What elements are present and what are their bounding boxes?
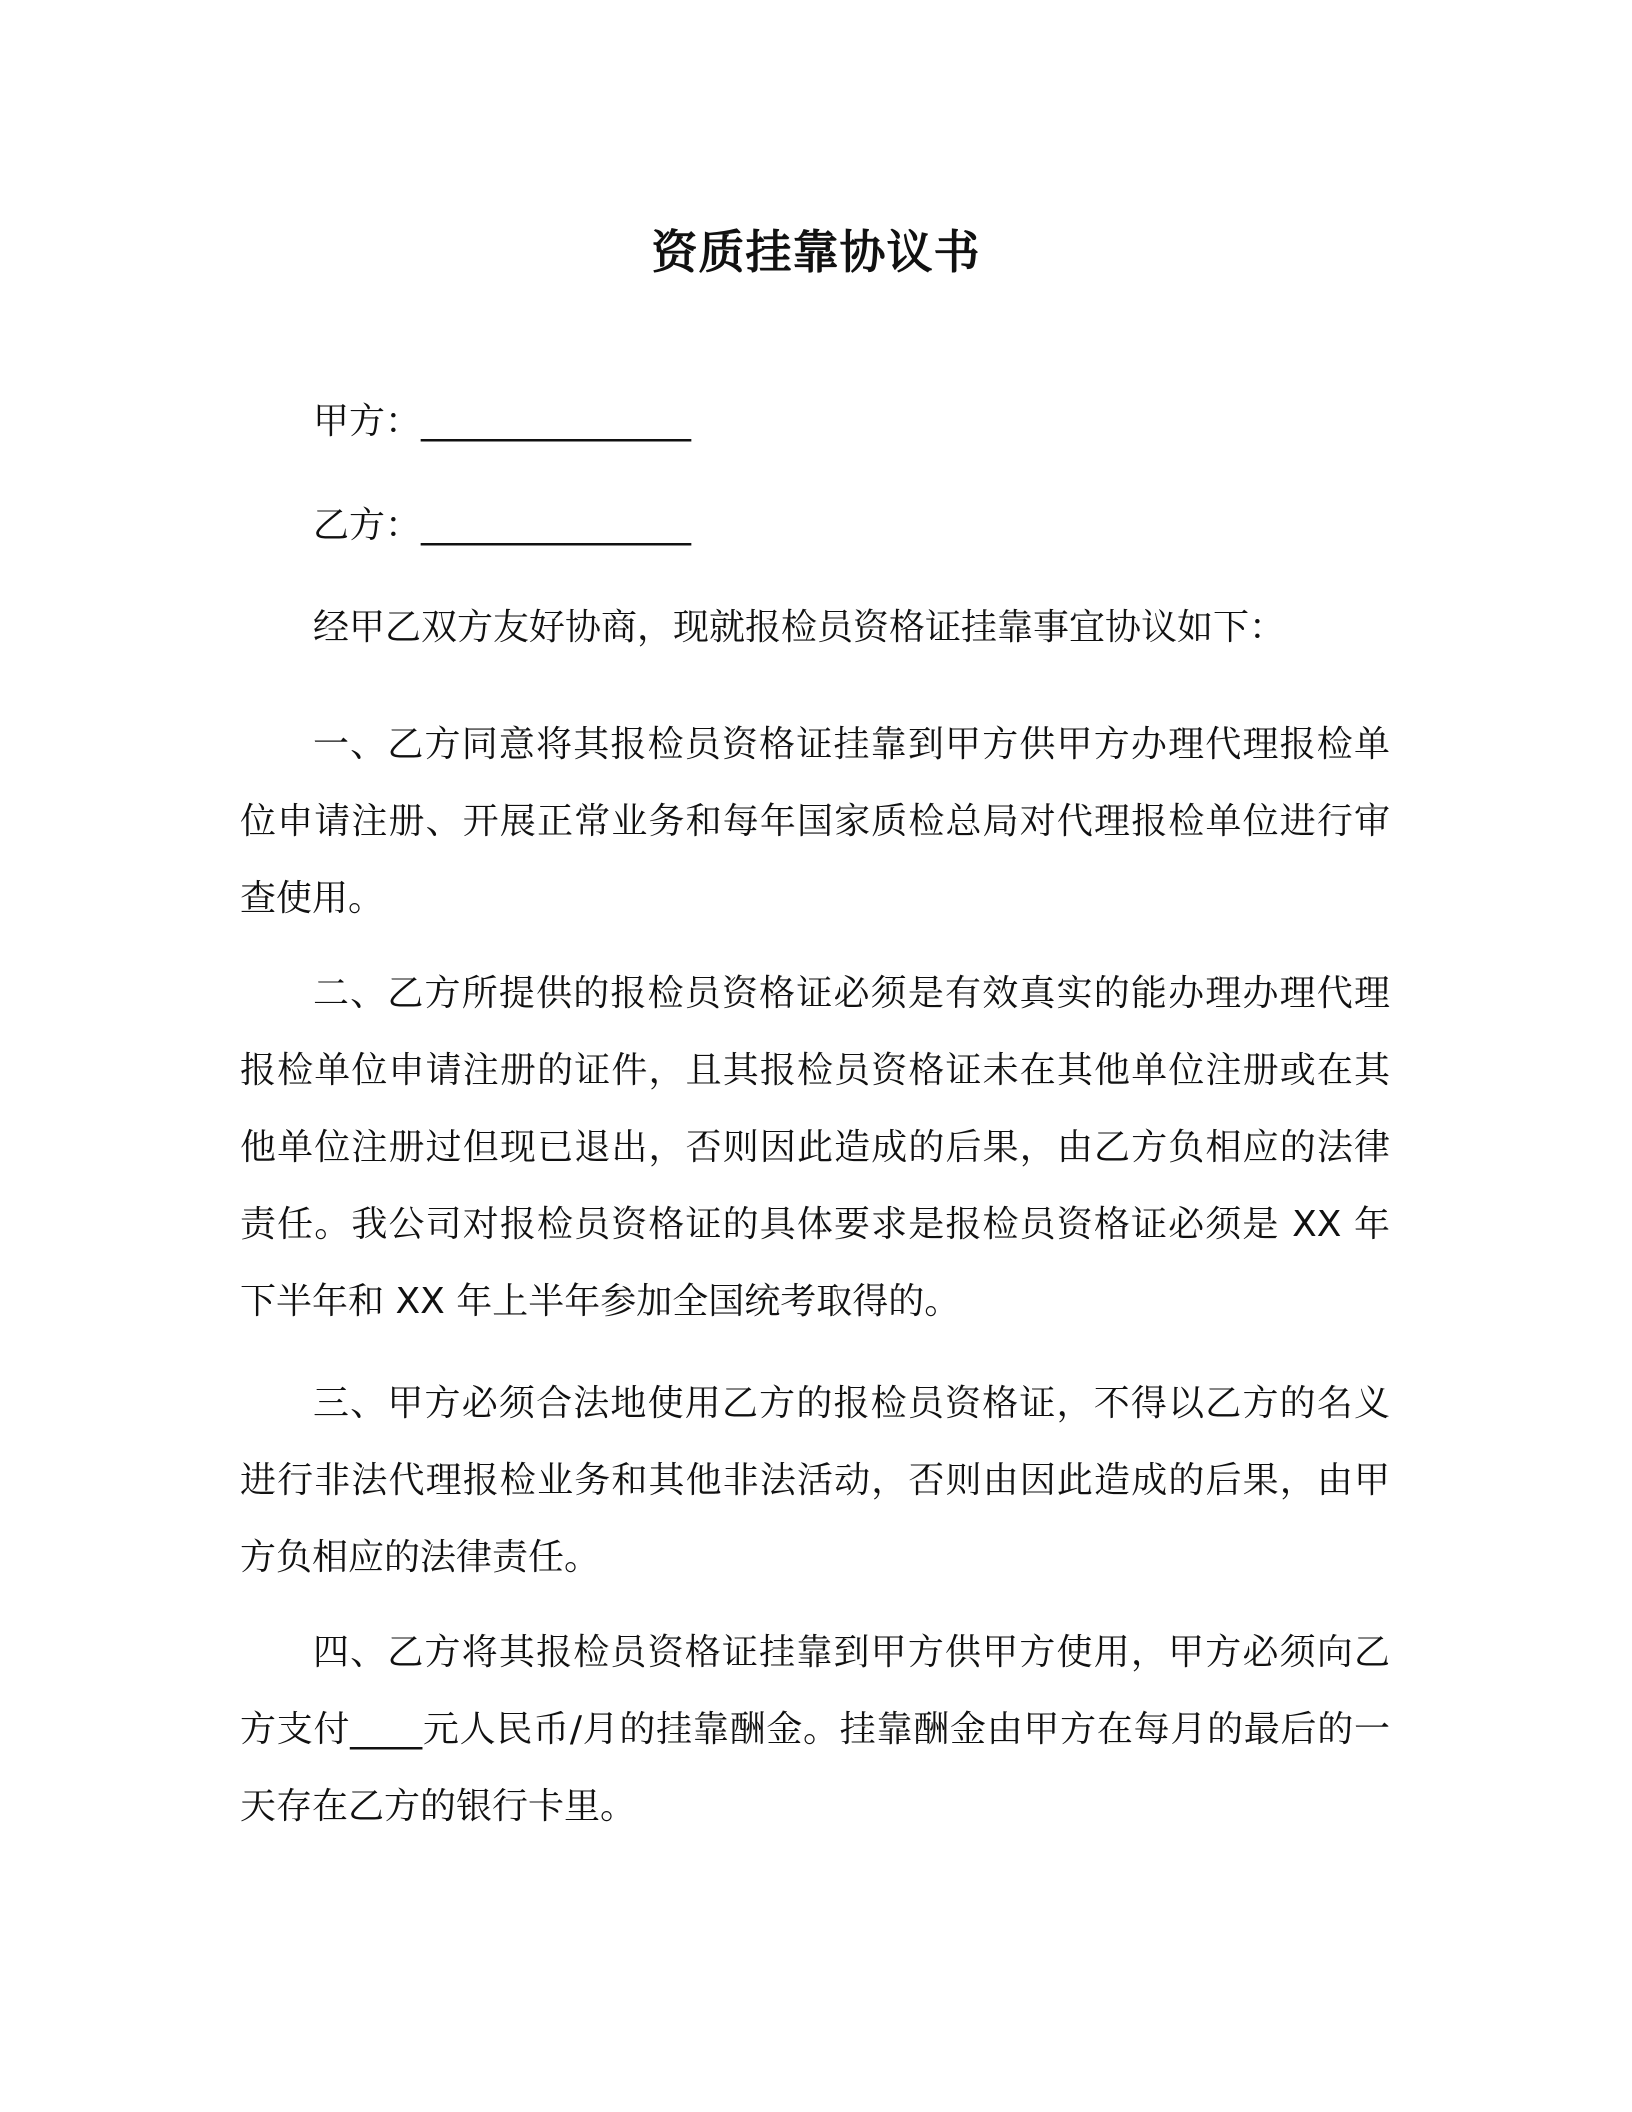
- clause-1: 一、乙方同意将其报检员资格证挂靠到甲方供甲方办理代理报检单位申请注册、开展正常业务和每年国家质检总局对代理报检单位进行审查使用。: [240, 724, 1390, 919]
- document-title: 资质挂靠协议书: [651, 225, 981, 279]
- clause-2: 二、乙方所提供的报检员资格证必须是有效真实的能办理办理代理报检单位申请注册的证件，且其报检员资格证未在其他单位注册或在其他单位注册过但现已退出，否则因此造成的后果，由乙方负相应的法律责任。我公司对报检员资格证的具体要求是报检员资格证必须是 XX 年下半年和 XX 年上半年参加全国统考取得的。: [240, 973, 1390, 1322]
- clause-4: 四、乙方将其报检员资格证挂靠到甲方供甲方使用，甲方必须向乙方支付____元人民币/月的挂靠酬金。挂靠酬金由甲方在每月的最后的一天存在乙方的银行卡里。: [240, 1632, 1390, 1827]
- intro-paragraph: 经甲乙双方友好协商，现就报检员资格证挂靠事宜协议如下：: [313, 607, 1286, 648]
- clause-3: 三、甲方必须合法地使用乙方的报检员资格证，不得以乙方的名义进行非法代理报检业务和其他非法活动，否则由因此造成的后果，由甲方负相应的法律责任。: [240, 1383, 1390, 1578]
- party-a-line: 甲方：_______________: [313, 401, 692, 442]
- party-b-line: 乙方：_______________: [313, 505, 692, 546]
